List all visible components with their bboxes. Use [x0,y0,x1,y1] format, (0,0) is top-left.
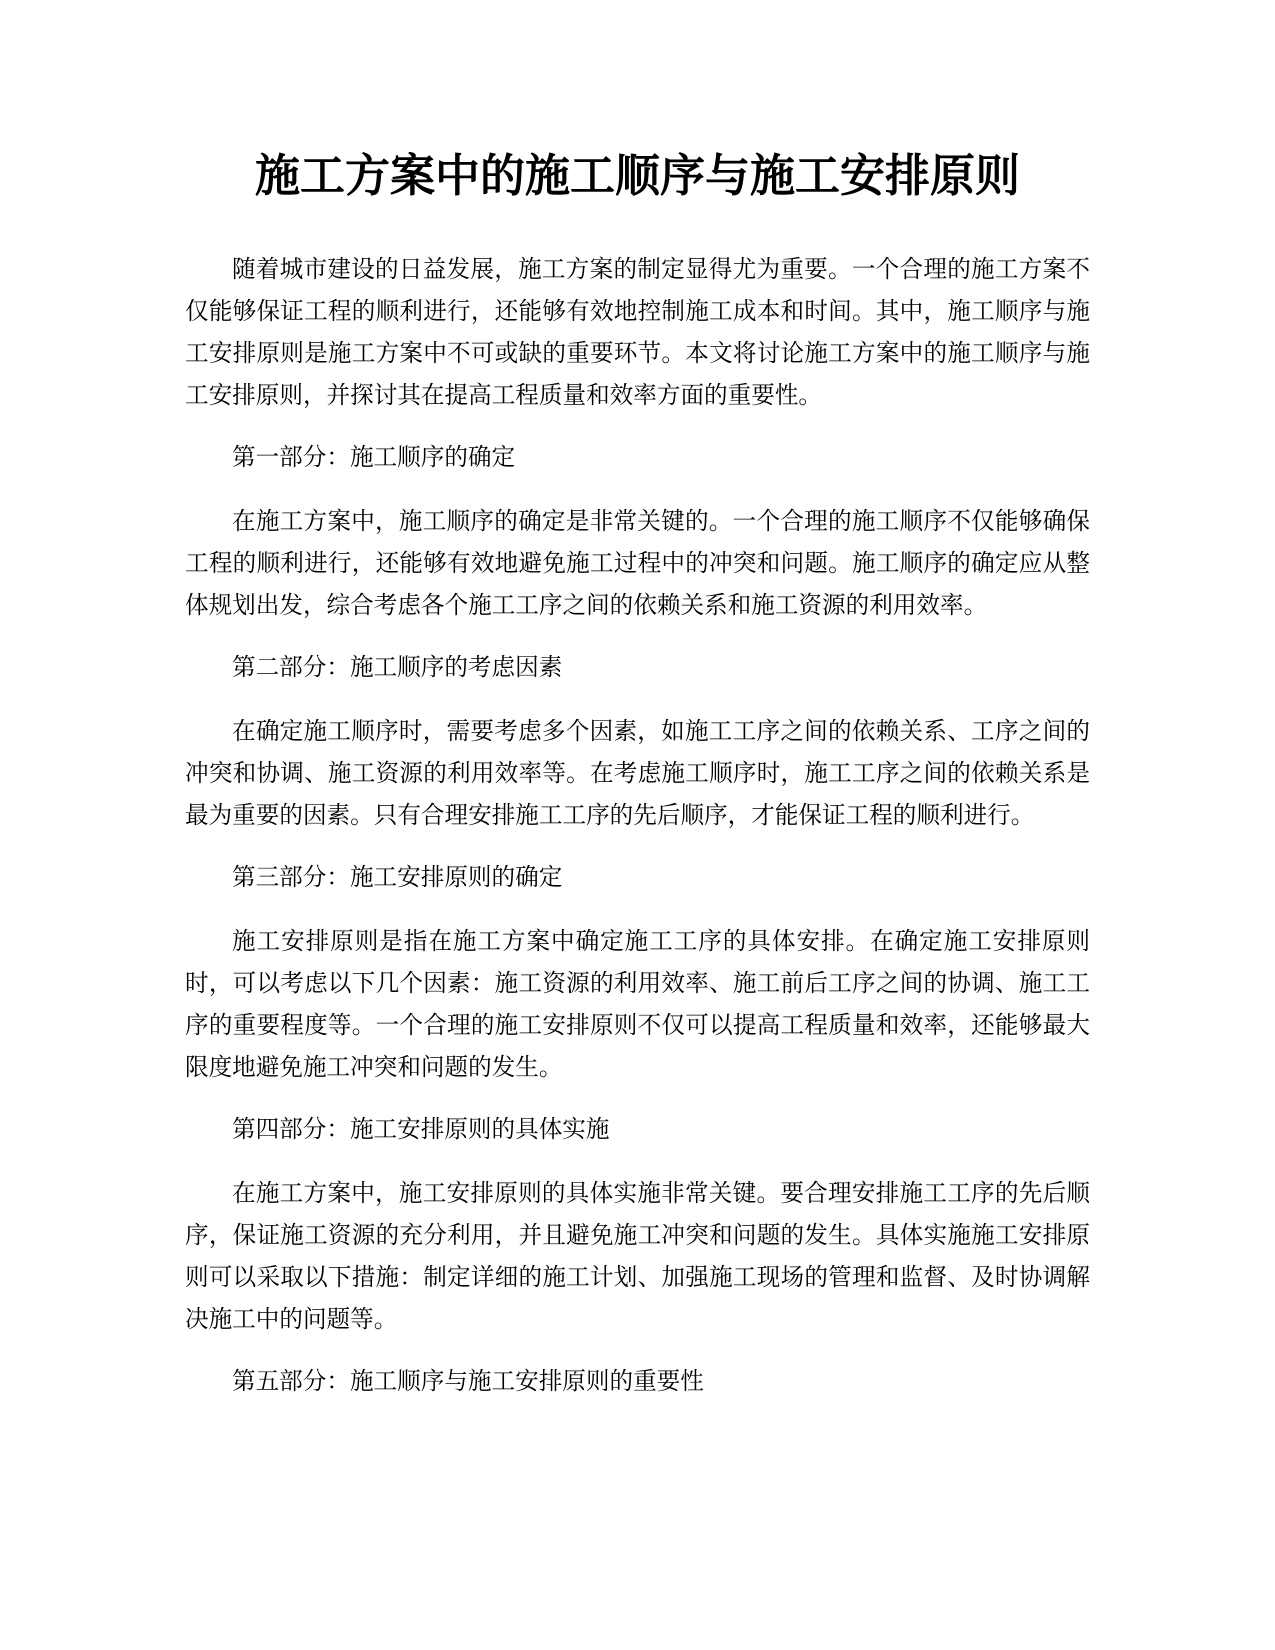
section-heading-2: 第二部分：施工顺序的考虑因素 [232,653,563,681]
section-heading-4: 第四部分：施工安排原则的具体实施 [232,1115,610,1143]
body-paragraph-4: 在施工方案中，施工安排原则的具体实施非常关键。要合理安排施工工序的先后顺序，保证施工资源的充分利用，并且避免施工冲突和问题的发生。具体实施施工安排原则可以采取以下措施：制定详细的施工计划、加强施工现场的管理和监督、及时协调解决施工中的问题等。 [185,1179,1090,1333]
intro-paragraph: 随着城市建设的日益发展，施工方案的制定显得尤为重要。一个合理的施工方案不仅能够保证工程的顺利进行，还能够有效地控制施工成本和时间。其中，施工顺序与施工安排原则是施工方案中不可或缺的重要环节。本文将讨论施工方案中的施工顺序与施工安排原则，并探讨其在提高工程质量和效率方面的重要性。 [185,255,1090,409]
document-title: 施工方案中的施工顺序与施工安排原则 [254,149,1020,202]
body-paragraph-1: 在施工方案中，施工顺序的确定是非常关键的。一个合理的施工顺序不仅能够确保工程的顺利进行，还能够有效地避免施工过程中的冲突和问题。施工顺序的确定应从整体规划出发，综合考虑各个施工工序之间的依赖关系和施工资源的利用效率。 [185,507,1090,619]
document-body [185,248,1090,1402]
section-heading-5: 第五部分：施工顺序与施工安排原则的重要性 [232,1367,704,1395]
section-heading-1: 第一部分：施工顺序的确定 [232,443,516,471]
body-paragraph-3: 施工安排原则是指在施工方案中确定施工工序的具体安排。在确定施工安排原则时，可以考虑以下几个因素：施工资源的利用效率、施工前后工序之间的协调、施工工序的重要程度等。一个合理的施工安排原则不仅可以提高工程质量和效率，还能够最大限度地避免施工冲突和问题的发生。 [185,927,1090,1081]
body-paragraph-2: 在确定施工顺序时，需要考虑多个因素，如施工工序之间的依赖关系、工序之间的冲突和协调、施工资源的利用效率等。在考虑施工顺序时，施工工序之间的依赖关系是最为重要的因素。只有合理安排施工工序的先后顺序，才能保证工程的顺利进行。 [185,717,1090,829]
section-heading-3: 第三部分：施工安排原则的确定 [232,863,563,891]
